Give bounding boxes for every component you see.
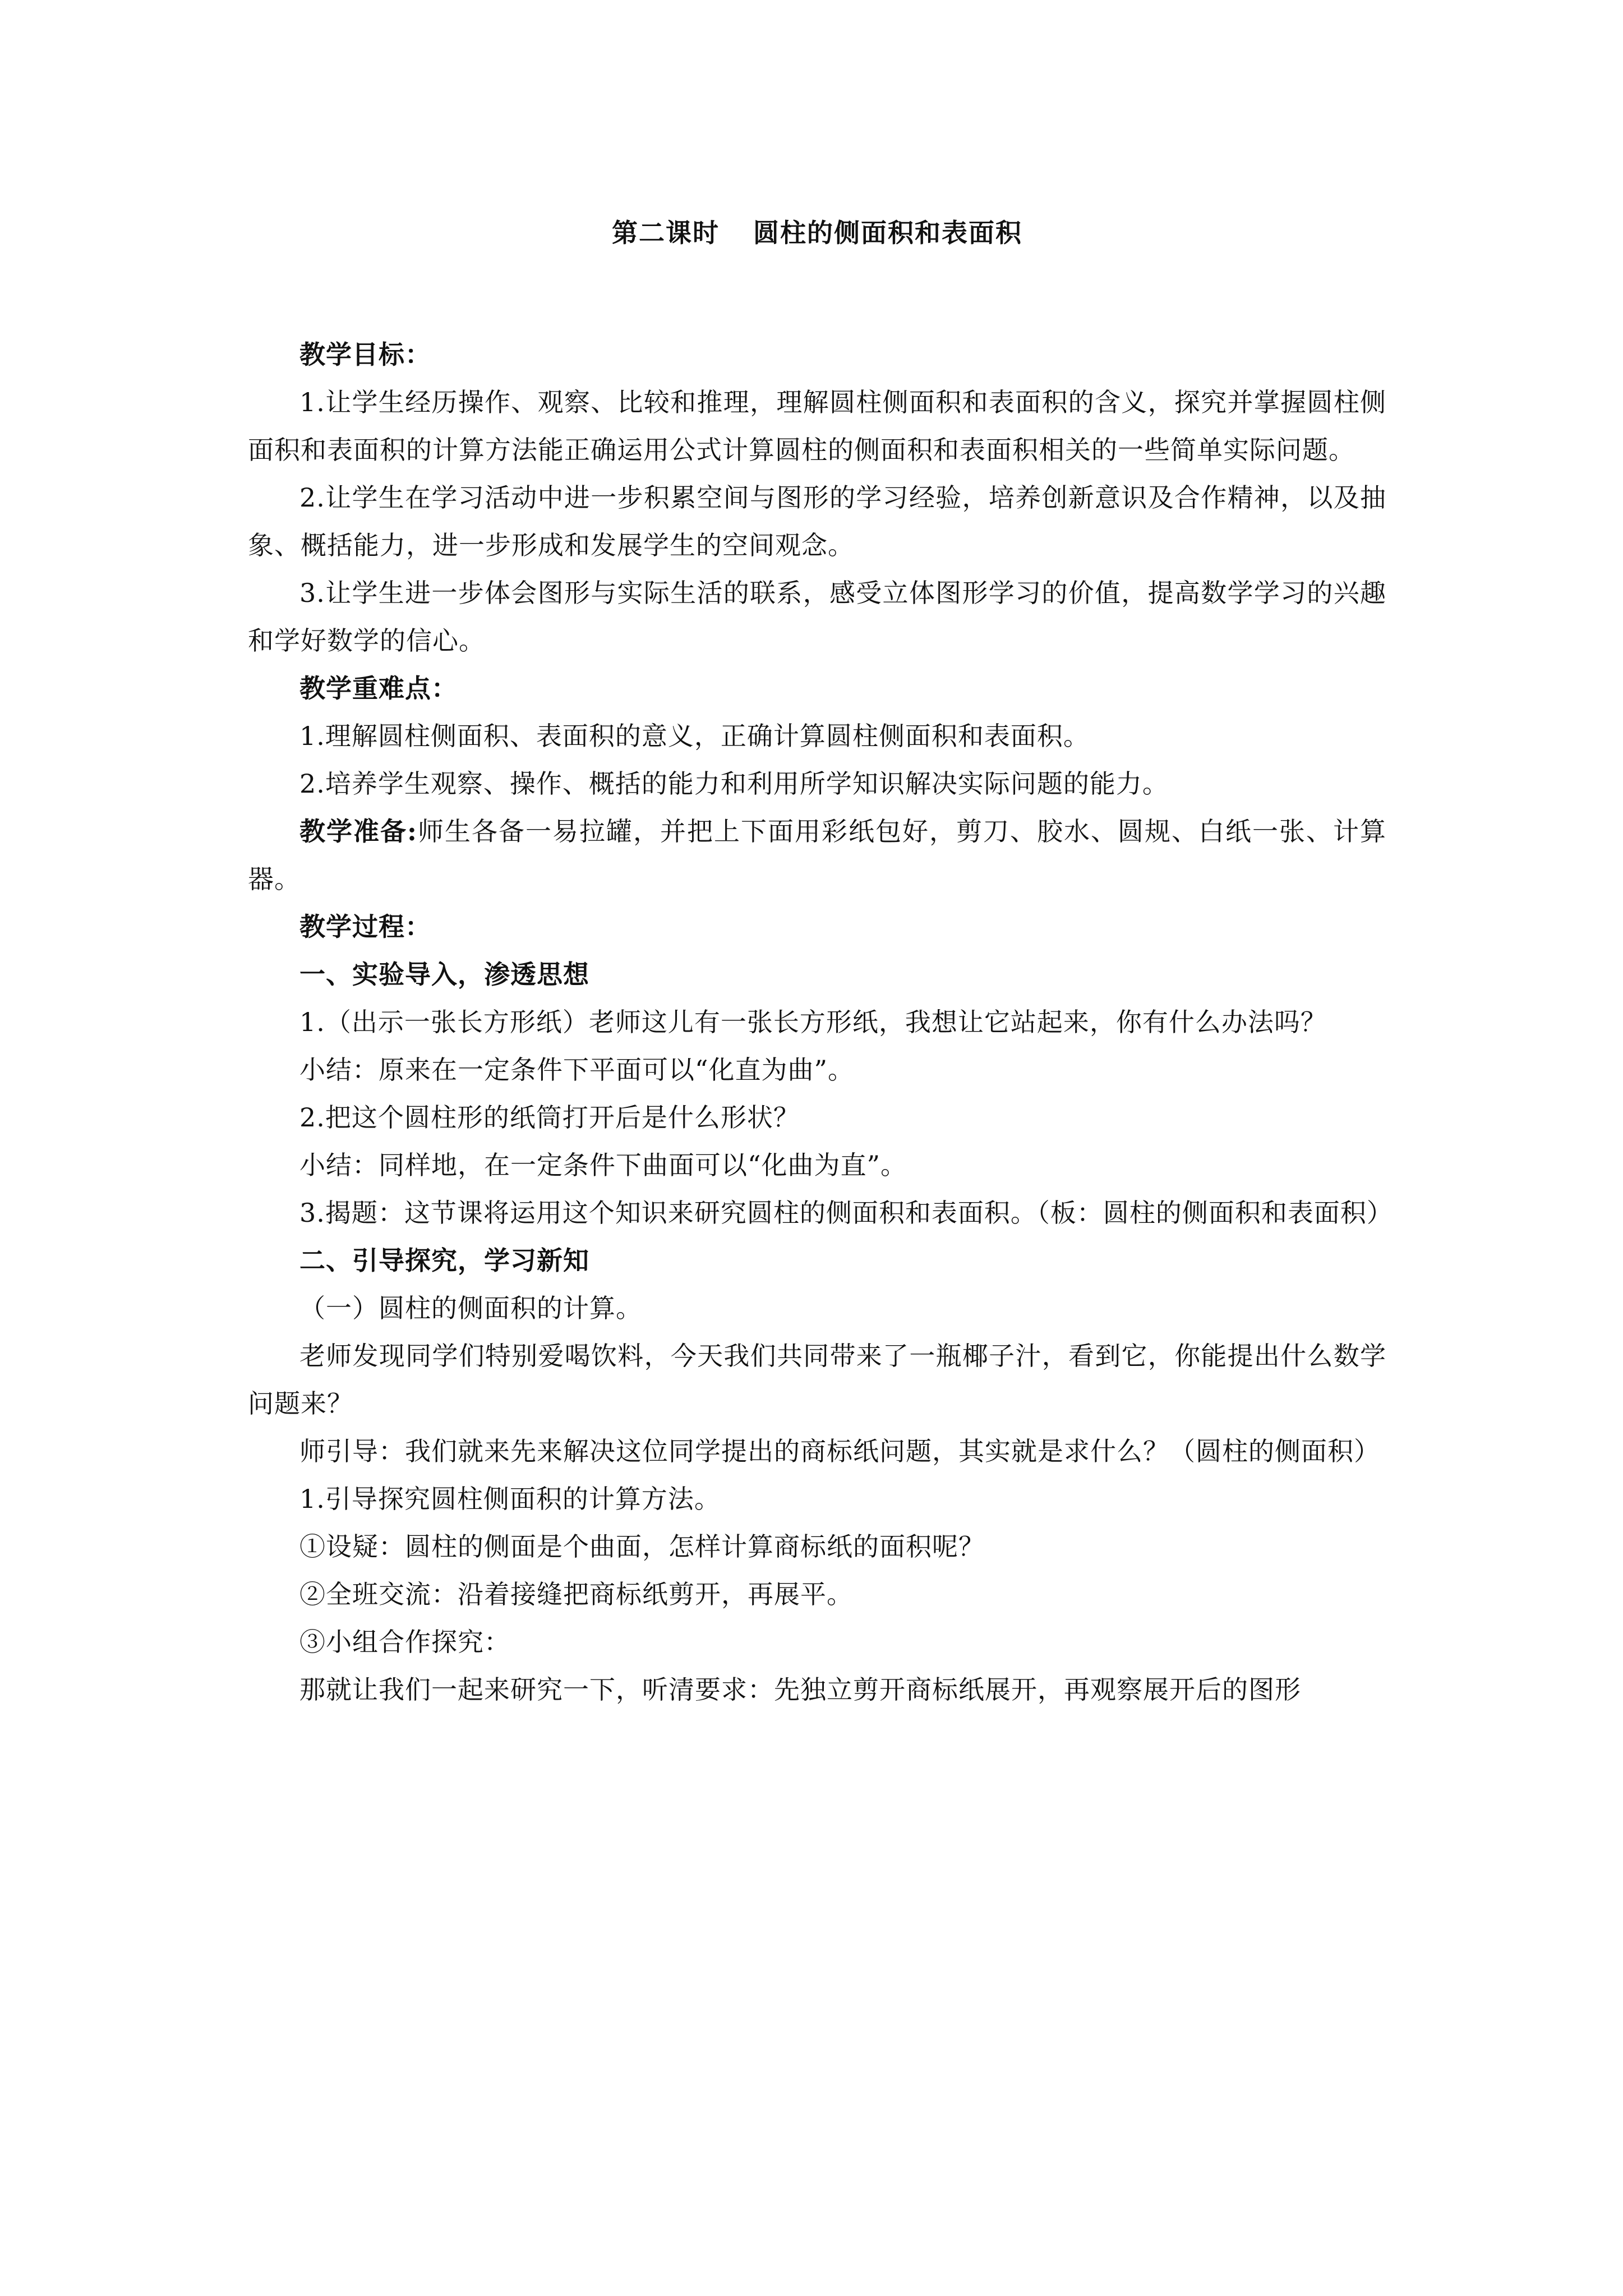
objective-1: 1.让学生经历操作、观察、比较和推理，理解圆柱侧面积和表面积的含义，探究并掌握圆柱侧面积和表面积的计算方法能正确运用公式计算圆柱的侧面积和表面积相关的一些简单实际问题。 (248, 387, 1386, 465)
document-body (248, 208, 1393, 1714)
section-2-step-2: ②全班交流：沿着接缝把商标纸剪开，再展平。 (299, 1579, 853, 1609)
section-1-item-2: 2.把这个圆柱形的纸筒打开后是什么形状？ (299, 1102, 800, 1133)
section-2-paragraph-1: 老师发现同学们特别爱喝饮料，今天我们共同带来了一瓶椰子汁，看到它，你能提出什么数学问题来？ (248, 1341, 1386, 1419)
section-1-summary-1: 小结：原来在一定条件下平面可以“化直为曲”。 (299, 1055, 855, 1085)
section-2-subheading: （一）圆柱的侧面积的计算。 (299, 1293, 642, 1323)
title-topic: 圆柱的侧面积和表面积 (753, 218, 1022, 248)
section-1-summary-2: 小结：同样地，在一定条件下曲面可以“化曲为直”。 (299, 1150, 907, 1180)
section-1-heading: 一、实验导入，渗透思想 (299, 959, 589, 990)
section-2-step-3: ③小组合作探究： (299, 1627, 510, 1657)
heading-teaching-process: 教学过程： (299, 912, 431, 942)
section-2-item-1: 1.引导探究圆柱侧面积的计算方法。 (299, 1484, 721, 1514)
teaching-preparation (248, 808, 1386, 903)
heading-teaching-objectives: 教学目标： (299, 339, 431, 370)
objective-3: 3.让学生进一步体会图形与实际生活的联系，感受立体图形学习的价值，提高数学学习的兴趣和学好数学的信心。 (248, 578, 1386, 656)
difficulty-1: 1.理解圆柱侧面积、表面积的意义，正确计算圆柱侧面积和表面积。 (299, 721, 1090, 751)
teaching-preparation-label: 教学准备: (299, 816, 417, 846)
title-lesson-number: 第二课时 (612, 218, 720, 248)
section-2-paragraph-2: 师引导：我们就来先来解决这位同学提出的商标纸问题，其实就是求什么？（圆柱的侧面积） (299, 1436, 1380, 1466)
objective-2: 2.让学生在学习活动中进一步积累空间与图形的学习经验，培养创新意识及合作精神，以及抽象、概括能力，进一步形成和发展学生的空间观念。 (248, 482, 1386, 560)
page-title (248, 208, 1386, 258)
section-1-item-3: 3.揭题：这节课将运用这个知识来研究圆柱的侧面积和表面积。（板：圆柱的侧面积和表面积） (299, 1198, 1393, 1228)
difficulty-2: 2.培养学生观察、操作、概括的能力和利用所学知识解决实际问题的能力。 (299, 769, 1169, 799)
teaching-preparation-text: 师生各备一易拉罐，并把上下面用彩纸包好，剪刀、胶水、圆规、白纸一张、计算器。 (248, 816, 1386, 894)
section-2-heading: 二、引导探究，学习新知 (299, 1245, 589, 1276)
section-2-paragraph-3: 那就让我们一起来研究一下，听清要求：先独立剪开商标纸展开，再观察展开后的图形 (299, 1674, 1301, 1705)
section-2-step-1: ①设疑：圆柱的侧面是个曲面，怎样计算商标纸的面积呢？ (299, 1531, 985, 1562)
heading-key-difficulties: 教学重难点： (299, 673, 458, 703)
section-1-item-1: 1.（出示一张长方形纸）老师这儿有一张长方形纸，我想让它站起来，你有什么办法吗？ (299, 1007, 1327, 1037)
